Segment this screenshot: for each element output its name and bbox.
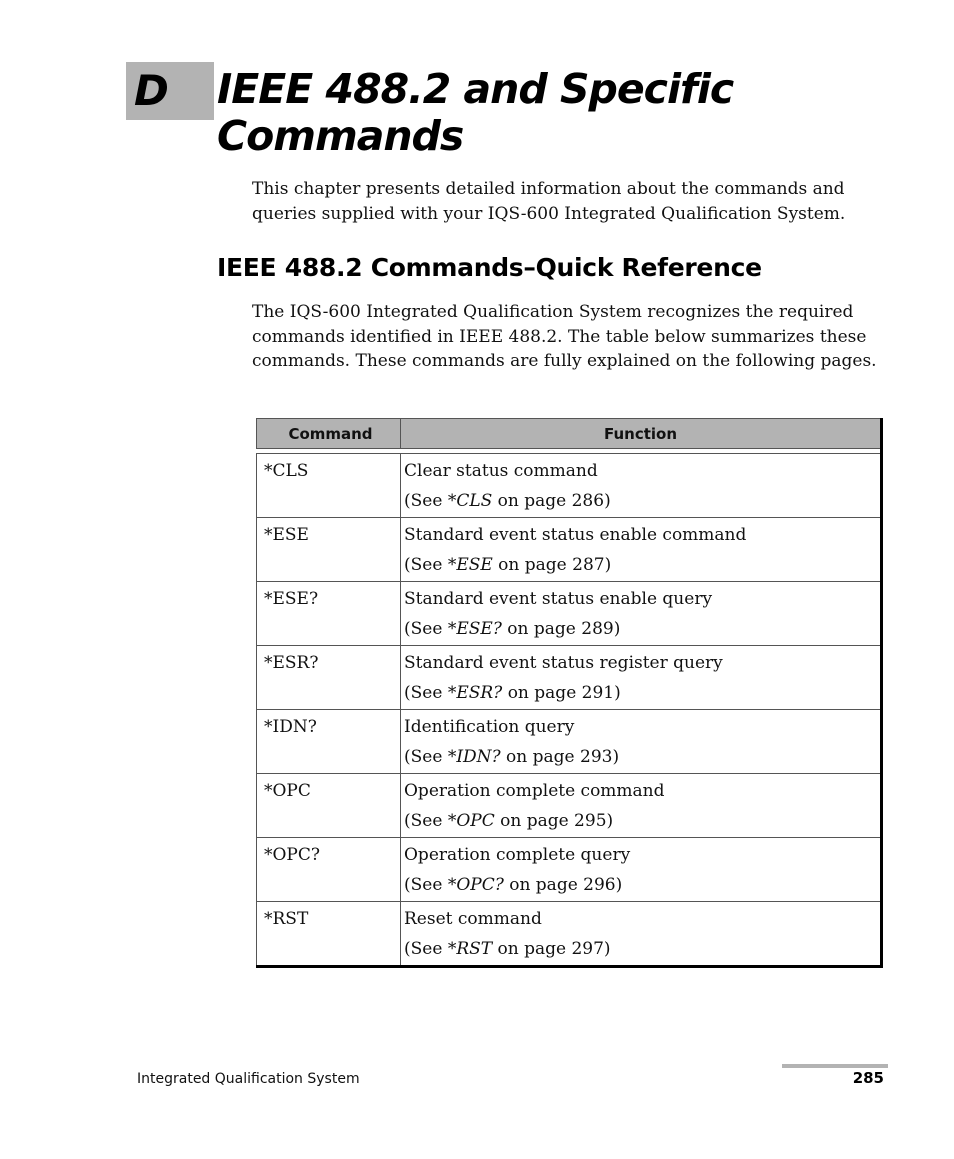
intro-paragraph: This chapter presents detailed information about the commands and queries supplied with your IQS-600 Integrated Qualification System. <box>252 179 846 224</box>
page-reference: (See *OPC? on page 296) <box>404 875 623 895</box>
reference-link[interactable]: *OPC? <box>447 875 504 895</box>
function-description: Reset command <box>404 909 542 929</box>
command-cell <box>257 902 401 967</box>
page-reference: (See *ESE? on page 289) <box>404 619 621 639</box>
command-table <box>256 418 883 968</box>
command-name: *OPC <box>264 781 311 801</box>
function-description: Standard event status enable command <box>404 525 747 545</box>
command-cell <box>257 646 401 710</box>
table-row <box>257 710 882 774</box>
table-row <box>257 902 882 967</box>
function-cell <box>401 902 882 967</box>
function-description: Standard event status register query <box>404 653 723 673</box>
table-row <box>257 454 882 518</box>
command-cell <box>257 518 401 582</box>
function-description: Operation complete query <box>404 845 631 865</box>
table-row <box>257 646 882 710</box>
command-name: *RST <box>264 909 309 929</box>
chapter-title: IEEE 488.2 and Specific Commands <box>217 65 734 160</box>
command-cell <box>257 838 401 902</box>
reference-link[interactable]: *ESE <box>447 555 493 575</box>
command-cell <box>257 710 401 774</box>
page-reference: (See *IDN? on page 293) <box>404 747 620 767</box>
footer-title: Integrated Qualification System <box>137 1071 360 1087</box>
reference-link[interactable]: *OPC <box>447 811 495 831</box>
page-reference: (See *CLS on page 286) <box>404 491 611 511</box>
chapter-letter: D <box>134 66 169 115</box>
command-name: *OPC? <box>264 845 320 865</box>
page-number: 285 <box>852 1069 884 1087</box>
table-row <box>257 838 882 902</box>
page-reference: (See *ESE on page 287) <box>404 555 612 575</box>
command-cell <box>257 454 401 518</box>
section-heading: IEEE 488.2 Commands–Quick Reference <box>217 253 762 282</box>
table-row <box>257 774 882 838</box>
section-paragraph: The IQS-600 Integrated Qualification System recognizes the required commands identified in IEEE 488.2. The table below summarizes these commands. These commands are fully explained on the following pages. <box>252 302 877 371</box>
function-cell <box>401 838 882 902</box>
command-name: *ESE? <box>264 589 319 609</box>
reference-link[interactable]: *RST <box>447 939 493 959</box>
page-reference: (See *ESR? on page 291) <box>404 683 621 703</box>
function-cell <box>401 774 882 838</box>
function-description: Standard event status enable query <box>404 589 713 609</box>
page-reference: (See *RST on page 297) <box>404 939 611 959</box>
table-body <box>257 449 882 967</box>
function-cell <box>401 582 882 646</box>
function-cell <box>401 646 882 710</box>
function-cell <box>401 710 882 774</box>
footer-rule <box>782 1064 888 1068</box>
table-row <box>257 518 882 582</box>
function-cell <box>401 454 882 518</box>
reference-link[interactable]: *CLS <box>447 491 493 511</box>
header-command: Command <box>257 419 401 449</box>
command-cell <box>257 774 401 838</box>
page-reference: (See *OPC on page 295) <box>404 811 614 831</box>
command-name: *IDN? <box>264 717 317 737</box>
function-description: Identification query <box>404 717 575 737</box>
function-cell <box>401 518 882 582</box>
reference-link[interactable]: *ESR? <box>447 683 503 703</box>
table-row <box>257 582 882 646</box>
reference-link[interactable]: *IDN? <box>447 747 501 767</box>
reference-link[interactable]: *ESE? <box>447 619 502 639</box>
header-function: Function <box>401 419 882 449</box>
function-description: Operation complete command <box>404 781 665 801</box>
command-name: *CLS <box>264 461 309 481</box>
command-name: *ESE <box>264 525 309 545</box>
command-name: *ESR? <box>264 653 319 673</box>
table-header-row <box>257 419 882 449</box>
command-cell <box>257 582 401 646</box>
function-description: Clear status command <box>404 461 598 481</box>
